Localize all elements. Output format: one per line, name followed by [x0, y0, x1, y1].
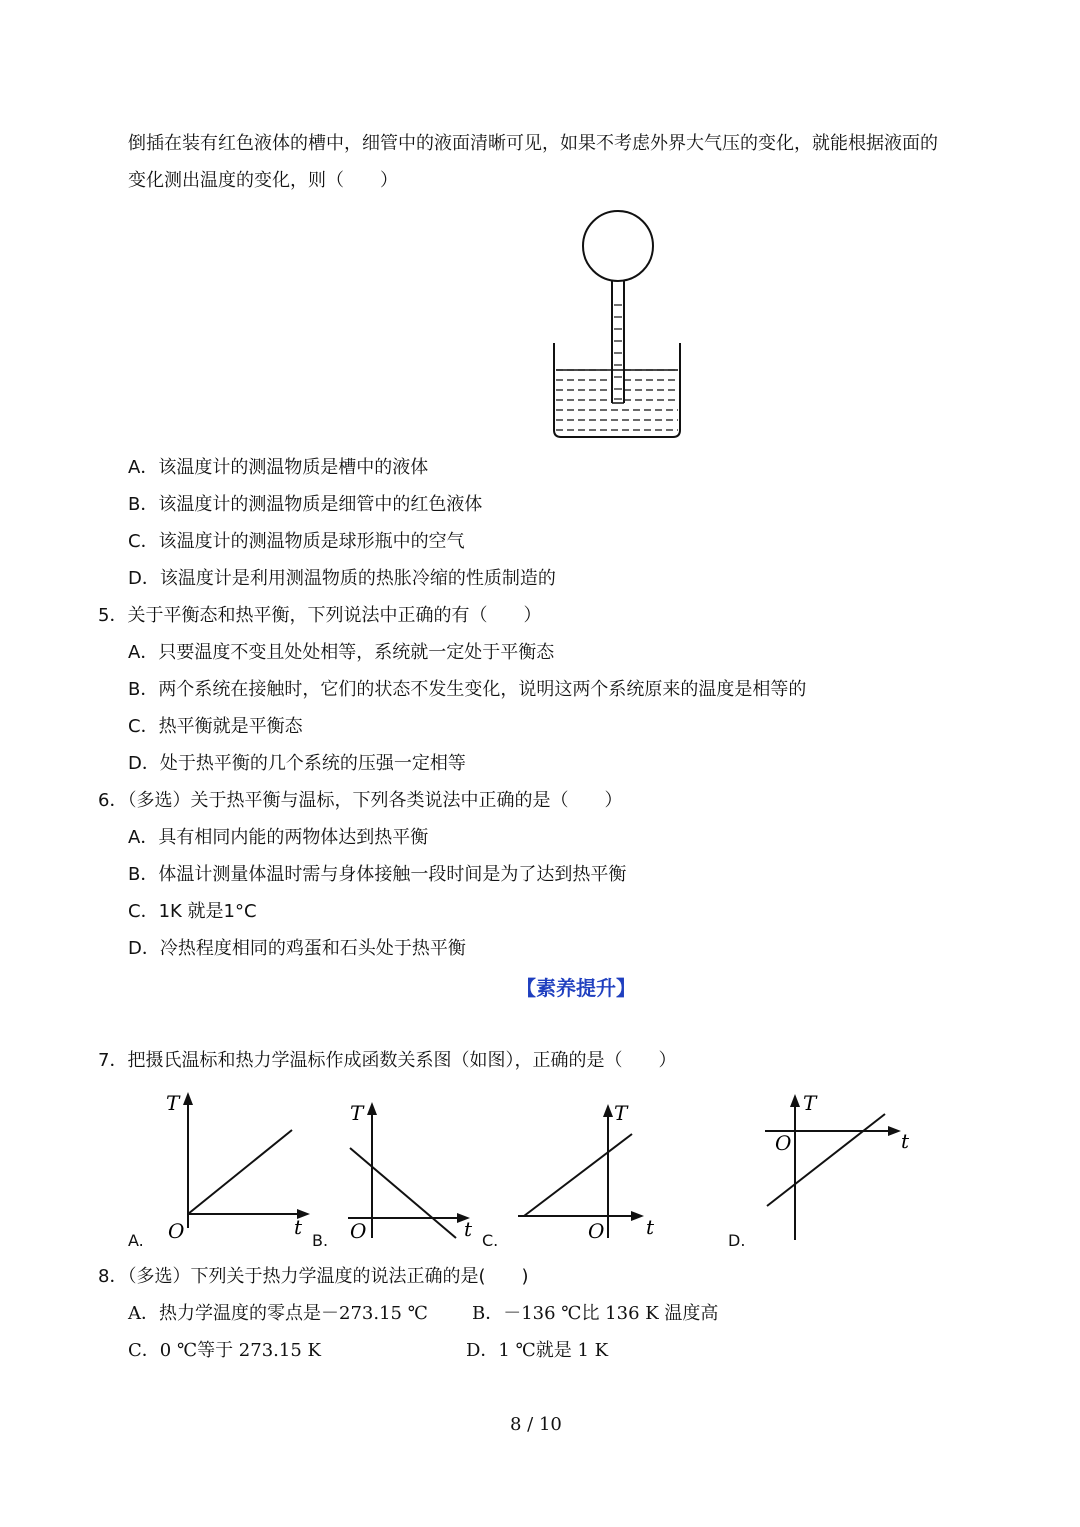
axis-label-t-lower: t [901, 1129, 910, 1153]
q8-option-c: C．0 ℃等于 273.15 K [128, 1340, 321, 1361]
q7-graph-a [150, 1088, 320, 1248]
tube-liquid-dashes [614, 305, 622, 399]
q5-stem: 5．关于平衡态和热平衡，下列说法中正确的有（ ） [98, 605, 542, 626]
q4-option-b: B．该温度计的测温物质是细管中的红色液体 [128, 494, 483, 515]
q8-option-b: B．－136 ℃比 136 K 温度高 [472, 1303, 719, 1324]
q4-option-c: C．该温度计的测温物质是球形瓶中的空气 [128, 531, 465, 552]
q4-stem-line1: 倒插在装有红色液体的槽中，细管中的液面清晰可见，如果不考虑外界大气压的变化，就能根据液面的 [128, 133, 938, 154]
thermometer-figure [540, 205, 700, 445]
q5-option-a: A．只要温度不变且处处相等，系统就一定处于平衡态 [128, 642, 555, 663]
q7-graph-label-a: A. [128, 1231, 144, 1250]
trough-liquid [556, 370, 678, 430]
q4-option-d: D．该温度计是利用测温物质的热胀冷缩的性质制造的 [128, 568, 556, 589]
q6-stem: 6．（多选）关于热平衡与温标，下列各类说法中正确的是（ ） [98, 790, 623, 811]
q6-option-c: C．1K 就是1°C [128, 901, 257, 922]
q4-option-a: A．该温度计的测温物质是槽中的液体 [128, 457, 429, 478]
graph-line [188, 1130, 292, 1214]
q5-option-b: B．两个系统在接触时，它们的状态不发生变化，说明这两个系统原来的温度是相等的 [128, 679, 807, 700]
axis-label-t-upper: T [166, 1091, 180, 1115]
q8-stem: 8．（多选）下列关于热力学温度的说法正确的是( ) [98, 1266, 529, 1287]
q7-graph-label-d: D. [728, 1231, 746, 1250]
axis-label-t-upper: T [803, 1091, 817, 1115]
origin-label: O [168, 1219, 185, 1243]
q7-graph-label-c: C. [482, 1231, 499, 1250]
q7-graph-d [755, 1088, 925, 1248]
graph-line [767, 1114, 885, 1206]
q7-graph-b [338, 1098, 488, 1248]
q8-option-a: A．热力学温度的零点是－273.15 ℃ [128, 1303, 428, 1324]
axis-label-t-lower: t [464, 1217, 473, 1241]
q6-option-b: B．体温计测量体温时需与身体接触一段时间是为了达到热平衡 [128, 864, 627, 885]
origin-label: O [775, 1131, 792, 1155]
page-number: 8 / 10 [510, 1414, 562, 1435]
axis-label-t-lower: t [646, 1215, 655, 1239]
axis-label-t-lower: t [294, 1215, 303, 1239]
q7-graph-label-b: B. [312, 1231, 329, 1250]
section-title: 【素养提升】 [516, 976, 636, 1000]
q8-option-d: D．1 ℃就是 1 K [466, 1340, 609, 1361]
q7-graph-c [510, 1098, 670, 1248]
q5-option-d: D．处于热平衡的几个系统的压强一定相等 [128, 753, 466, 774]
q6-option-a: A．具有相同内能的两物体达到热平衡 [128, 827, 429, 848]
q5-option-c: C．热平衡就是平衡态 [128, 716, 303, 737]
origin-label: O [350, 1219, 367, 1243]
glass-bulb [583, 211, 653, 281]
origin-label: O [588, 1219, 605, 1243]
axis-label-t-upper: T [350, 1101, 364, 1125]
q7-stem: 7．把摄氏温标和热力学温标作成函数关系图（如图），正确的是（ ） [98, 1050, 677, 1071]
graph-line [524, 1134, 632, 1216]
q4-stem-line2: 变化测出温度的变化，则（ ） [128, 170, 398, 191]
axis-label-t-upper: T [614, 1101, 628, 1125]
q6-option-d: D．冷热程度相同的鸡蛋和石头处于热平衡 [128, 938, 466, 959]
